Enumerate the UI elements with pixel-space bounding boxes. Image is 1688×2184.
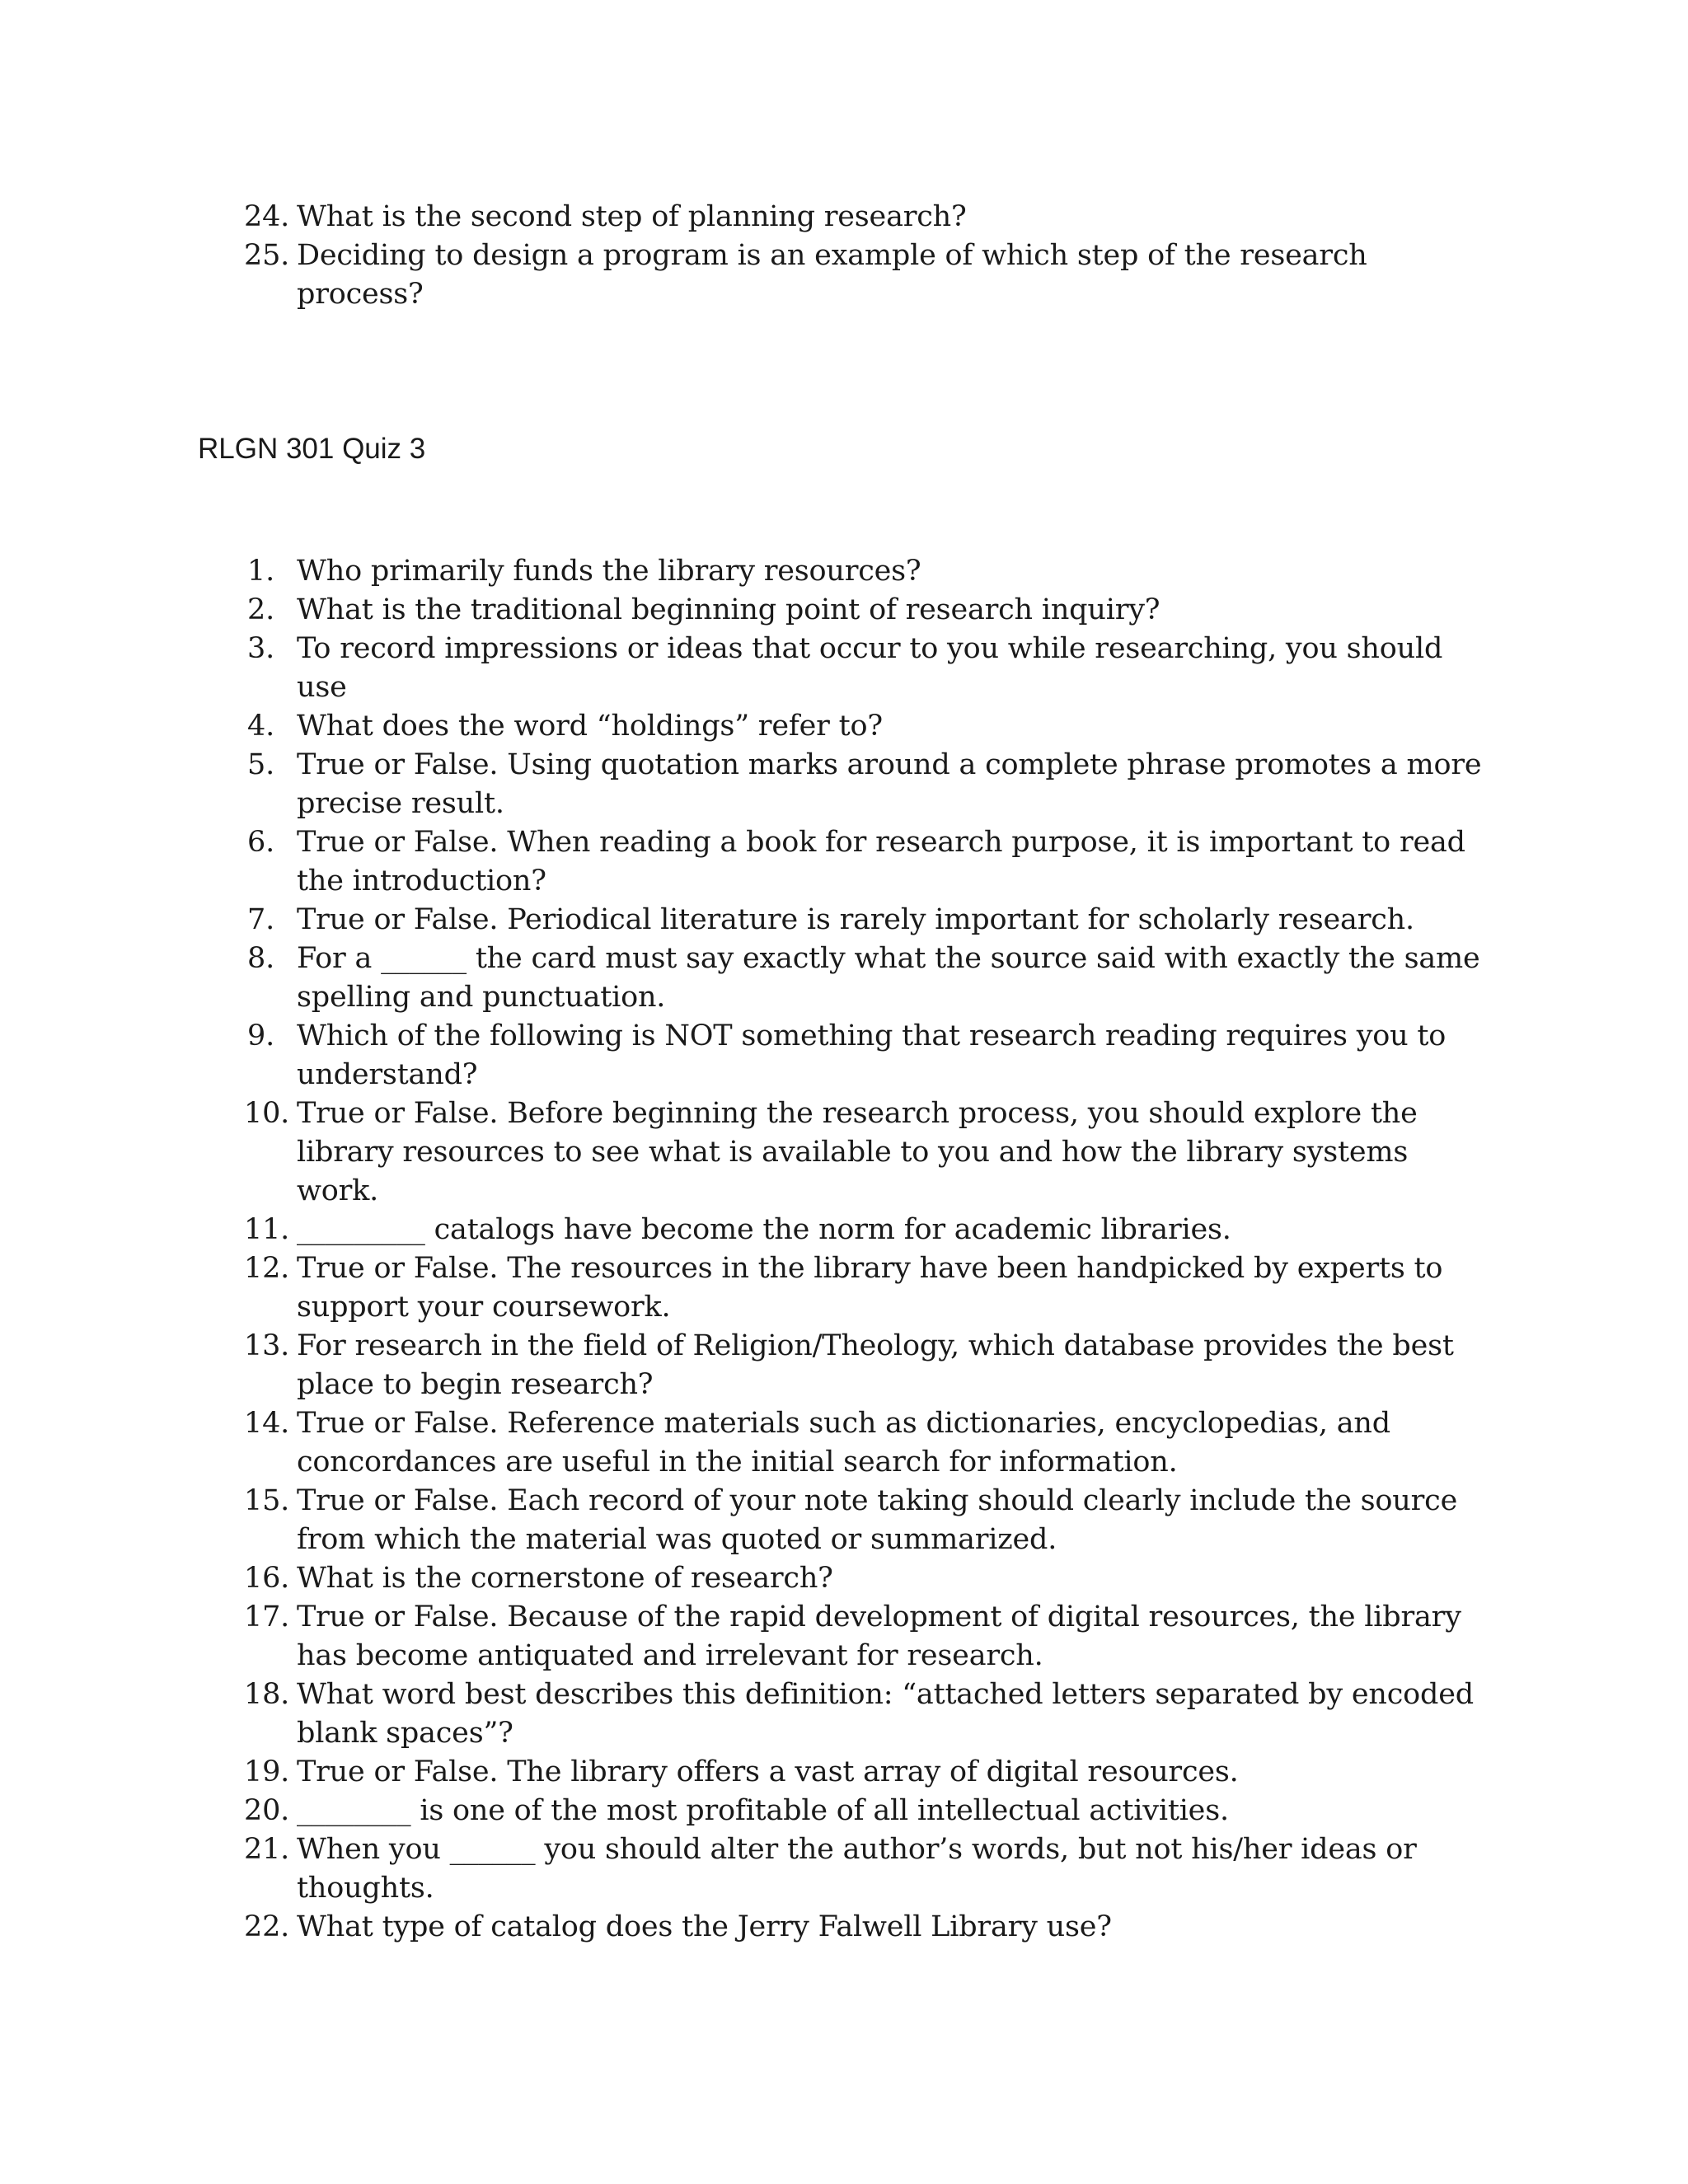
question-text: True or False. Using quotation marks around a complete phrase promotes a more precise result. (297, 748, 1482, 820)
question-text: What type of catalog does the Jerry Falwell Library use? (297, 1910, 1112, 1943)
question-number: 2. (247, 593, 274, 626)
question-text: What is the second step of planning research? (297, 200, 967, 233)
question-text: Who primarily funds the library resources? (297, 555, 921, 588)
question-text: Which of the following is NOT something that research reading requires you to understand? (297, 1019, 1447, 1091)
question-number: 12. (244, 1252, 290, 1285)
question-text: What word best describes this definition: “attached letters separated by encoded blank spaces”? (297, 1678, 1474, 1750)
question-number: 22. (244, 1910, 290, 1943)
question-text: True or False. Reference materials such as dictionaries, encyclopedias, and concordances are useful in the initial search for information. (297, 1407, 1390, 1479)
question-text: _________ catalogs have become the norm for academic libraries. (297, 1213, 1231, 1246)
question-item (0, 630, 1492, 707)
question-text: When you ______ you should alter the author’s words, but not his/her ideas or thoughts. (297, 1833, 1417, 1905)
question-item (0, 552, 1492, 591)
question-item (0, 707, 1492, 746)
quiz-title: RLGN 301 Quiz 3 (198, 433, 426, 465)
question-number: 5. (247, 748, 274, 781)
question-number: 11. (244, 1213, 290, 1246)
question-item (0, 1753, 1492, 1792)
question-text: ________ is one of the most profitable of all intellectual activities. (297, 1794, 1229, 1827)
question-text: To record impressions or ideas that occur to you while researching, you should use (297, 632, 1443, 704)
question-text: For a ______ the card must say exactly what the source said with exactly the same spelling and punctuation. (297, 942, 1480, 1014)
question-text: What is the cornerstone of research? (297, 1562, 833, 1595)
question-item (0, 1404, 1492, 1482)
question-number: 25. (244, 239, 290, 272)
question-item (0, 1830, 1492, 1908)
question-item (0, 1017, 1492, 1094)
question-number: 9. (247, 1019, 274, 1052)
question-text: What is the traditional beginning point of research inquiry? (297, 593, 1160, 626)
question-text: Deciding to design a program is an example of which step of the research process? (297, 239, 1367, 311)
question-number: 3. (247, 632, 274, 665)
question-number: 15. (244, 1484, 290, 1517)
question-number: 13. (244, 1329, 290, 1362)
question-item (0, 237, 1492, 314)
question-text: True or False. The resources in the library have been handpicked by experts to support your coursework. (297, 1252, 1443, 1324)
question-item (0, 1559, 1492, 1598)
question-item (0, 1249, 1492, 1327)
question-item (0, 901, 1492, 940)
question-text: What does the word “holdings” refer to? (297, 710, 883, 743)
question-number: 4. (247, 710, 274, 743)
question-number: 7. (247, 903, 274, 936)
question-item (0, 1675, 1492, 1753)
question-number: 1. (247, 555, 274, 588)
question-item (0, 1908, 1492, 1947)
question-item (0, 591, 1492, 630)
question-item (0, 1792, 1492, 1830)
question-text: True or False. Each record of your note taking should clearly include the source from which the material was quoted or summarized. (297, 1484, 1458, 1556)
question-number: 14. (244, 1407, 290, 1440)
question-list (0, 552, 1688, 1947)
question-number: 21. (244, 1833, 290, 1866)
question-text: True or False. When reading a book for research purpose, it is important to read the introduction? (297, 826, 1465, 898)
question-number: 16. (244, 1562, 290, 1595)
question-number: 24. (244, 200, 290, 233)
question-text: True or False. Before beginning the research process, you should explore the library resources to see what is available to you and how the library systems work. (297, 1097, 1418, 1207)
question-number: 6. (247, 826, 274, 859)
question-item (0, 1327, 1492, 1404)
question-item (0, 823, 1492, 901)
question-number: 8. (247, 942, 274, 975)
question-item (0, 1482, 1492, 1559)
question-item (0, 1598, 1492, 1675)
question-text: True or False. The library offers a vast array of digital resources. (297, 1755, 1239, 1788)
question-item (0, 746, 1492, 823)
question-number: 20. (244, 1794, 290, 1827)
question-number: 17. (244, 1601, 290, 1633)
question-number: 18. (244, 1678, 290, 1711)
question-number: 19. (244, 1755, 290, 1788)
question-text: True or False. Periodical literature is rarely important for scholarly research. (297, 903, 1414, 936)
continued-question-list (0, 198, 1688, 314)
question-item (0, 940, 1492, 1017)
question-item (0, 1211, 1492, 1249)
question-item (0, 198, 1492, 237)
question-number: 10. (244, 1097, 290, 1130)
question-item (0, 1094, 1492, 1211)
question-text: True or False. Because of the rapid development of digital resources, the library has become antiquated and irrelevant for research. (297, 1601, 1461, 1672)
question-text: For research in the field of Religion/Theology, which database provides the best place to begin research? (297, 1329, 1454, 1401)
